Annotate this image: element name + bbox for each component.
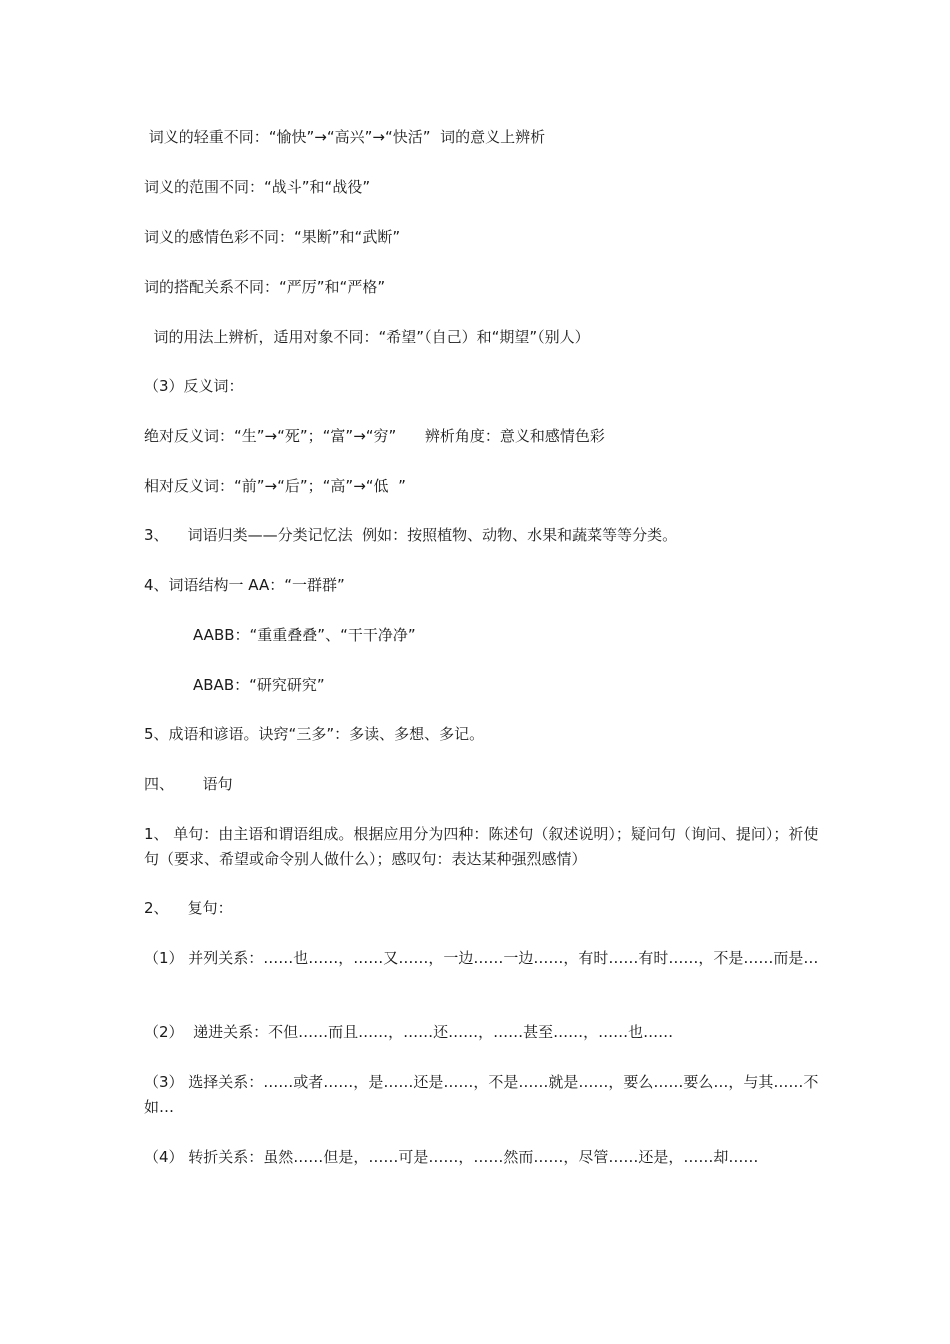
- text-line-11: AABB：“重重叠叠”、“干干净净”: [193, 626, 416, 644]
- text-line-progressive: （2） 递进关系：不但……而且……，……还……，……甚至……，……也……: [144, 1023, 674, 1041]
- text-line-3: 词义的感情色彩不同：“果断”和“武断”: [144, 228, 401, 246]
- text-line-9: 3、 词语归类——分类记忆法 例如：按照植物、动物、水果和蔬菜等等分类。: [144, 526, 678, 544]
- text-paragraph-simple-sentence: 1、 单句：由主语和谓语组成。根据应用分为四种：陈述句（叙述说明）；疑问句（询问、提问）；祈使句（要求、希望或命令别人做什么）；感叹句：表达某种强烈感情）: [144, 825, 819, 868]
- text-paragraph-choice: （3） 选择关系：……或者……，是……还是……，不是……就是……，要么……要么…，与其……不如…: [144, 1073, 819, 1116]
- text-line-2: 词义的范围不同：“战斗”和“战役”: [144, 178, 371, 196]
- text-line-13: 5、成语和谚语。诀窍“三多”：多读、多想、多记。: [144, 725, 485, 743]
- text-line-12: ABAB：“研究研究”: [193, 676, 325, 694]
- section-heading-antonyms: （3）反义词：: [144, 377, 244, 395]
- text-paragraph-adversative: （4） 转折关系：虽然……但是，……可是……，……然而……，尽管……还是，……却……: [144, 1148, 759, 1166]
- section-heading-sentences: 四、 语句: [144, 775, 233, 793]
- text-line-8: 相对反义词：“前”→“后”；“高”→“低 ”: [144, 477, 406, 495]
- text-line-1: 词义的轻重不同：“愉快”→“高兴”→“快活” 词的意义上辨析: [144, 128, 546, 146]
- text-line-complex-sentence: 2、 复句：: [144, 899, 233, 917]
- text-line-10: 4、词语结构一 AA：“一群群”: [144, 576, 345, 594]
- text-line-4: 词的搭配关系不同：“严厉”和“严格”: [144, 278, 386, 296]
- text-line-5: 词的用法上辨析，适用对象不同：“希望”（自己）和“期望”（别人）: [144, 328, 590, 346]
- text-paragraph-parallel: （1） 并列关系：……也……，……又……，一边……一边……，有时……有时……，不是……而是…: [144, 949, 819, 967]
- text-line-7: 绝对反义词：“生”→“死”；“富”→“穷” 辨析角度：意义和感情色彩: [144, 427, 605, 445]
